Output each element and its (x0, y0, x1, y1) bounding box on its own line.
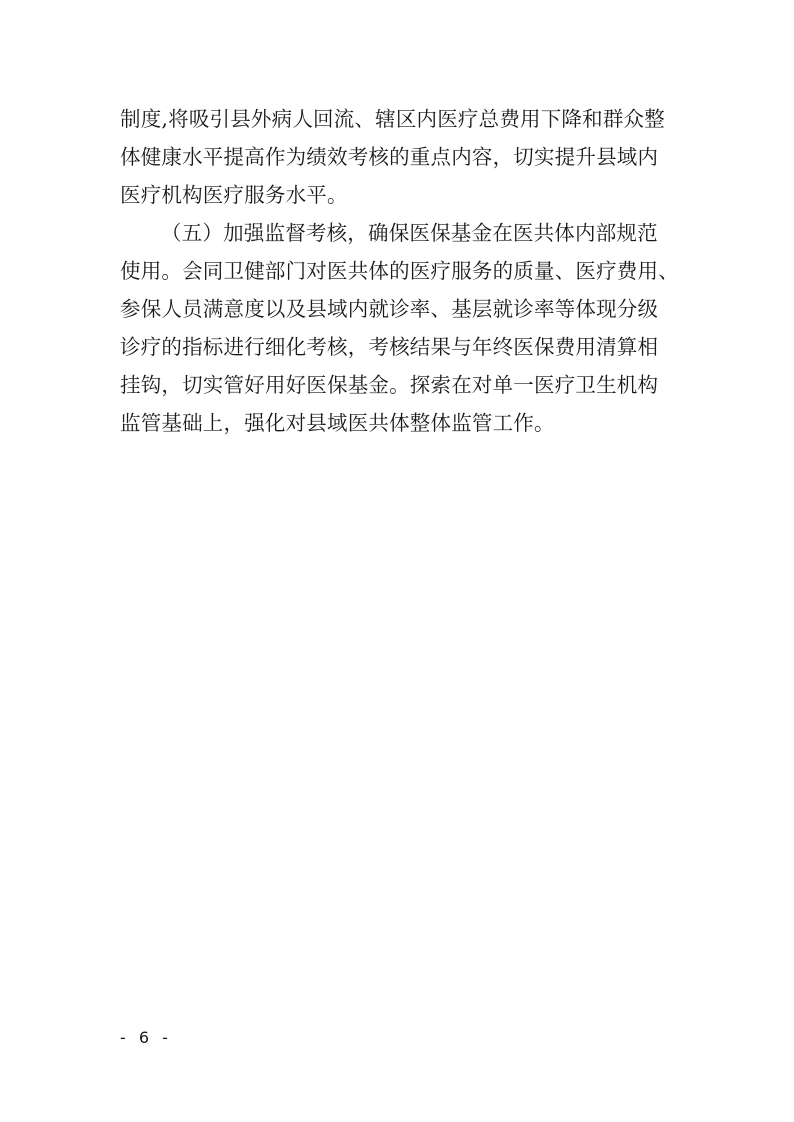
text-line: 诊疗的指标进行细化考核，考核结果与年终医保费用清算相 (120, 335, 659, 359)
text-line: （五）加强监督考核，确保医保基金在医共体内部规范 (161, 221, 658, 245)
page-number: - 6 - (120, 1028, 172, 1047)
paragraph-2 (120, 214, 700, 442)
text-line: 制度,将吸引县外病人回流、辖区内医疗总费用下降和群众整 (120, 107, 665, 131)
text-line: 参保人员满意度以及县域内就诊率、基层就诊率等体现分级 (120, 297, 659, 321)
text-line: 医疗机构医疗服务水平。 (120, 183, 348, 207)
text-line: 体健康水平提高作为绩效考核的重点内容，切实提升县域内 (120, 145, 659, 169)
text-line: 挂钩，切实管好用好医保基金。探索在对单一医疗卫生机构 (120, 373, 659, 397)
text-line: 监管基础上，强化对县域医共体整体监管工作。 (120, 411, 555, 435)
body-text (120, 100, 700, 442)
paragraph-1 (120, 100, 700, 214)
text-line: 使用。会同卫健部门对医共体的医疗服务的质量、医疗费用、 (120, 259, 679, 283)
